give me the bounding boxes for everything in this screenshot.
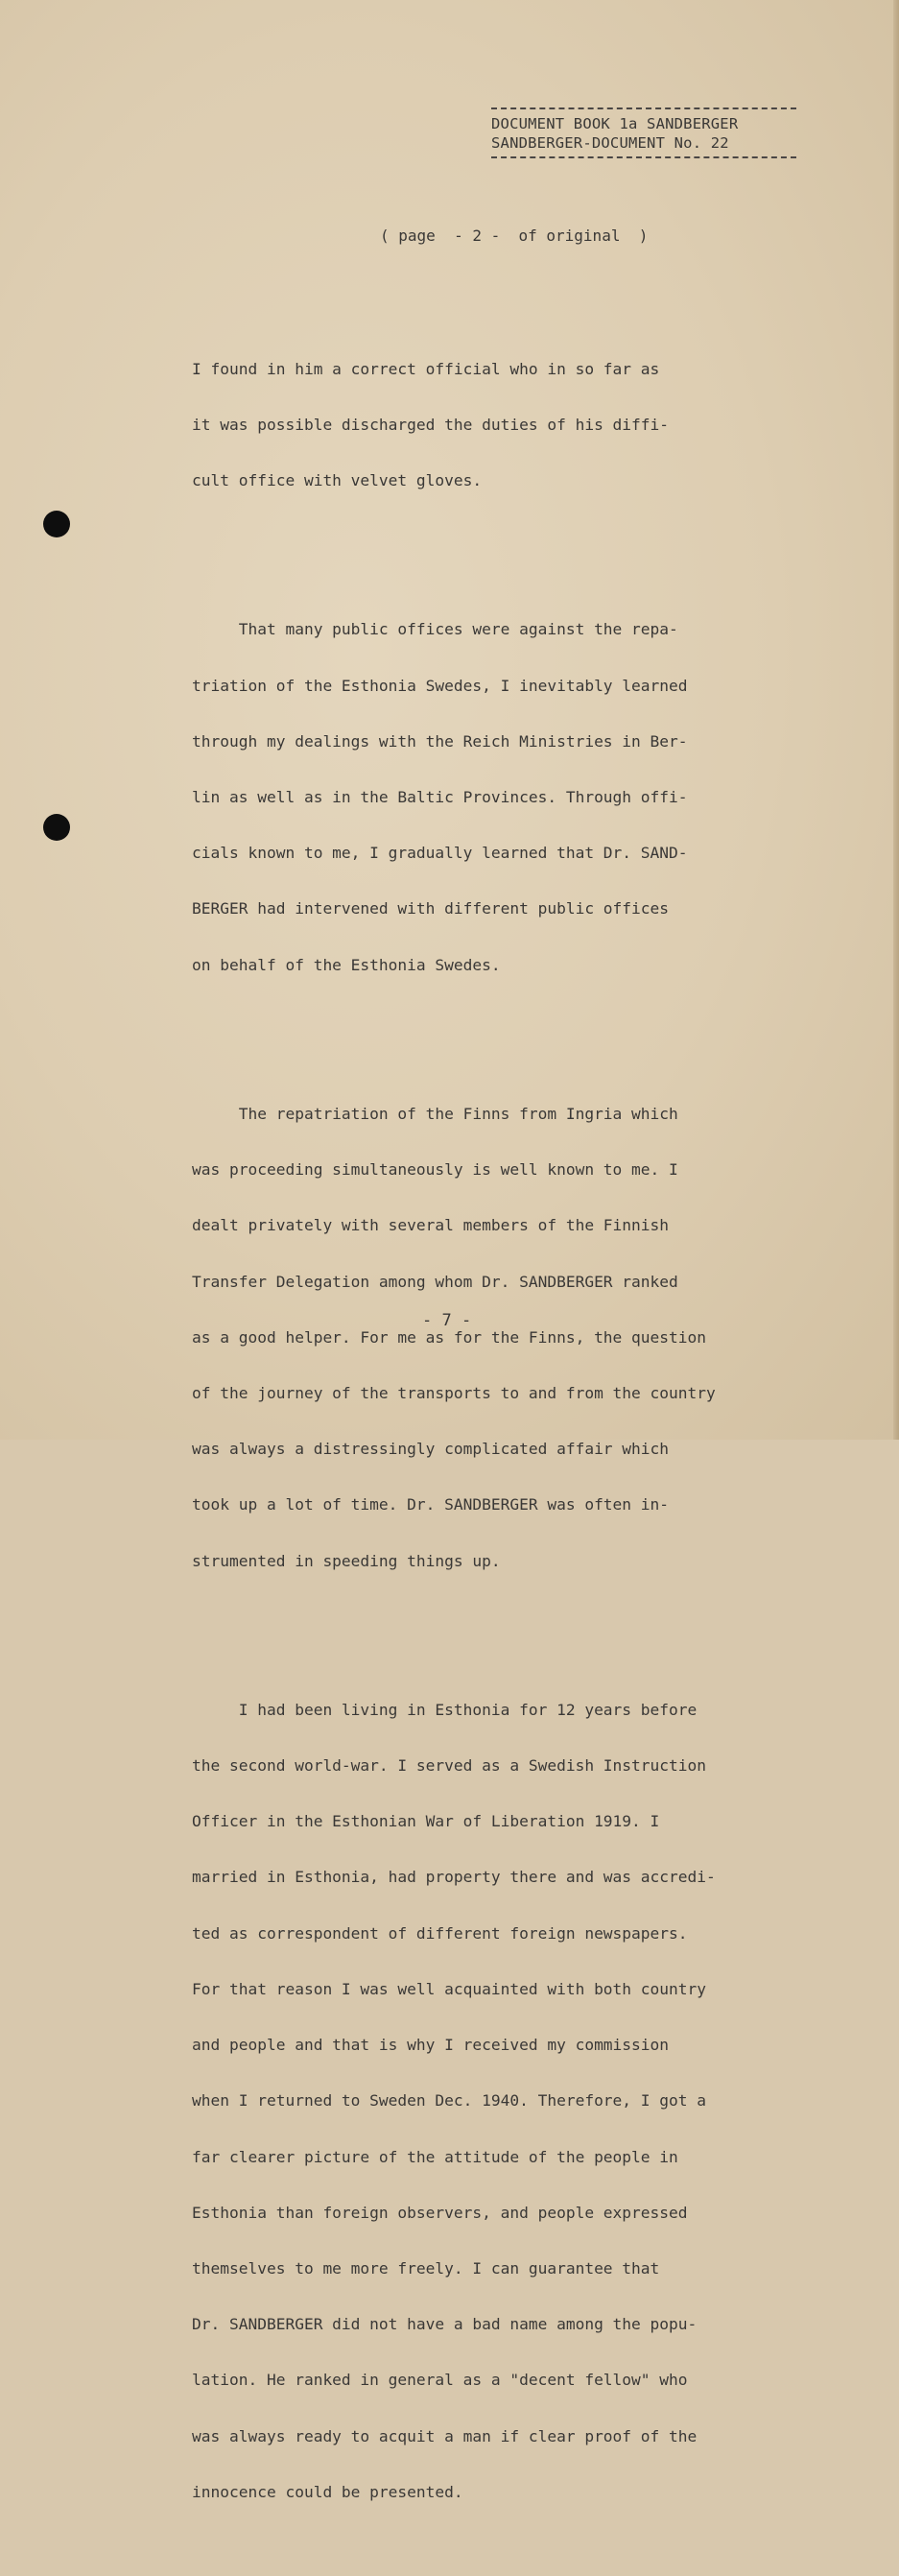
text-line: of the journey of the transports to and from the country xyxy=(192,1383,716,1402)
text-line: far clearer picture of the attitude of the people in xyxy=(192,2147,678,2166)
text-line: married in Esthonia, had property there and was accredi- xyxy=(192,1868,716,1887)
text-line: lation. He ranked in general as a "decent fellow" who xyxy=(192,2371,688,2390)
text-line: was always a distressingly complicated affair which xyxy=(192,1440,670,1459)
text-line: on behalf of the Esthonia Swedes. xyxy=(192,955,501,974)
text-line: innocence could be presented. xyxy=(192,2482,463,2501)
text-line: Esthonia than foreign observers, and people expressed xyxy=(192,2203,688,2222)
punch-hole-lower xyxy=(43,814,70,841)
text-line: triation of the Esthonia Swedes, I inevitably learned xyxy=(192,676,688,695)
text-line: strumented in speeding things up. xyxy=(192,1551,501,1570)
text-line: Officer in the Esthonian War of Liberation 1919. I xyxy=(192,1812,660,1831)
text-line: For that reason I was well acquainted with both country xyxy=(192,1979,707,1998)
text-line: That many public offices were against the repa- xyxy=(192,620,678,639)
text-line: when I returned to Sweden Dec. 1940. Therefore, I got a xyxy=(192,2091,707,2111)
paragraph xyxy=(192,1663,844,2539)
text-line: The repatriation of the Finns from Ingria which xyxy=(192,1104,678,1123)
paragraph xyxy=(192,1067,844,1608)
page-edge xyxy=(893,0,899,1440)
text-line: and people and that is why I received my commission xyxy=(192,2036,670,2055)
text-line: cials known to me, I gradually learned that Dr. SAND- xyxy=(192,844,688,863)
text-line: cult office with velvet gloves. xyxy=(192,471,483,490)
paragraph xyxy=(192,322,844,527)
text-line: ted as correspondent of different foreign newspapers. xyxy=(192,1923,688,1943)
page-number: - 7 - xyxy=(422,1311,472,1330)
text-line: it was possible discharged the duties of his diffi- xyxy=(192,415,670,434)
document-body xyxy=(192,285,844,2576)
header-line-1: DOCUMENT BOOK 1a SANDBERGER xyxy=(491,115,739,132)
text-line: took up a lot of time. Dr. SANDBERGER was often in- xyxy=(192,1495,670,1515)
text-line: Transfer Delegation among whom Dr. SANDBERGER ranked xyxy=(192,1272,678,1291)
header-bottom-rule xyxy=(491,156,796,158)
paragraph xyxy=(192,583,844,1011)
document-header xyxy=(491,104,808,163)
text-line: BERGER had intervened with different public offices xyxy=(192,899,670,918)
header-top-rule xyxy=(491,107,796,109)
text-line: I found in him a correct official who in so far as xyxy=(192,359,660,378)
text-line: dealt privately with several members of the Finnish xyxy=(192,1216,670,1235)
text-line: the second world-war. I served as a Swedish Instruction xyxy=(192,1756,707,1776)
text-line: as a good helper. For me as for the Finns, the question xyxy=(192,1327,707,1347)
punch-hole-upper xyxy=(43,511,70,537)
text-line: was proceeding simultaneously is well known to me. I xyxy=(192,1160,678,1180)
text-line: Dr. SANDBERGER did not have a bad name among the popu- xyxy=(192,2315,698,2334)
text-line: themselves to me more freely. I can guarantee that xyxy=(192,2259,660,2278)
text-line: through my dealings with the Reich Ministries in Ber- xyxy=(192,731,688,751)
original-page-marker: ( page - 2 - of original ) xyxy=(380,227,649,245)
text-line: was always ready to acquit a man if clear proof of the xyxy=(192,2426,698,2445)
text-line: I had been living in Esthonia for 12 years before xyxy=(192,1700,698,1719)
header-line-2: SANDBERGER-DOCUMENT No. 22 xyxy=(491,134,729,152)
text-line: lin as well as in the Baltic Provinces. Through offi- xyxy=(192,787,688,806)
